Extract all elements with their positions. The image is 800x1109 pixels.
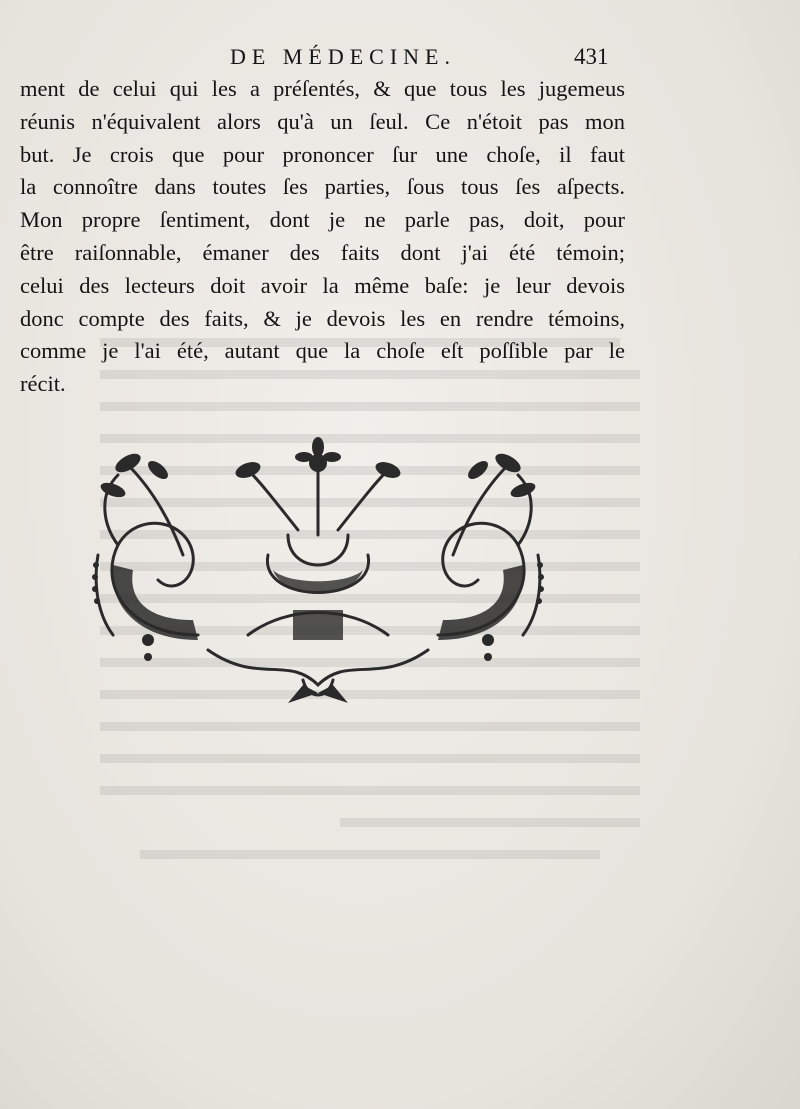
text-line: but. Je crois que pour prononcer ſur une choſe, il faut xyxy=(20,141,625,167)
page-number: 431 xyxy=(574,44,609,69)
text-line: donc compte des faits, & je devois les en rendre témoins, xyxy=(20,305,625,331)
page-header xyxy=(0,44,800,74)
text-line: Mon propre ſentiment, dont je ne parle pas, doit, pour xyxy=(20,207,625,233)
ornament-drawing xyxy=(88,435,548,715)
text-line: la connoître dans toutes ſes parties, ſous tous ſes aſpects. xyxy=(20,174,625,200)
text-line: récit. xyxy=(20,371,66,397)
running-head: DE MÉDECINE. xyxy=(230,44,456,69)
body-text xyxy=(20,73,625,401)
text-line: celui des lecteurs doit avoir la même baſe: je leur devois xyxy=(20,272,625,298)
text-line: réunis n'équivalent alors qu'à un ſeul. Ce n'étoit pas mon xyxy=(20,108,625,134)
text-line: ment de celui qui les a préſentés, & que tous les jugemeus xyxy=(20,76,625,101)
floral-tailpiece-icon xyxy=(88,435,548,715)
text-line: comme je l'ai été, autant que la choſe eſt poſſible par le xyxy=(20,338,625,364)
text-line: être raiſonnable, émaner des faits dont j'ai été témoin; xyxy=(20,239,625,265)
